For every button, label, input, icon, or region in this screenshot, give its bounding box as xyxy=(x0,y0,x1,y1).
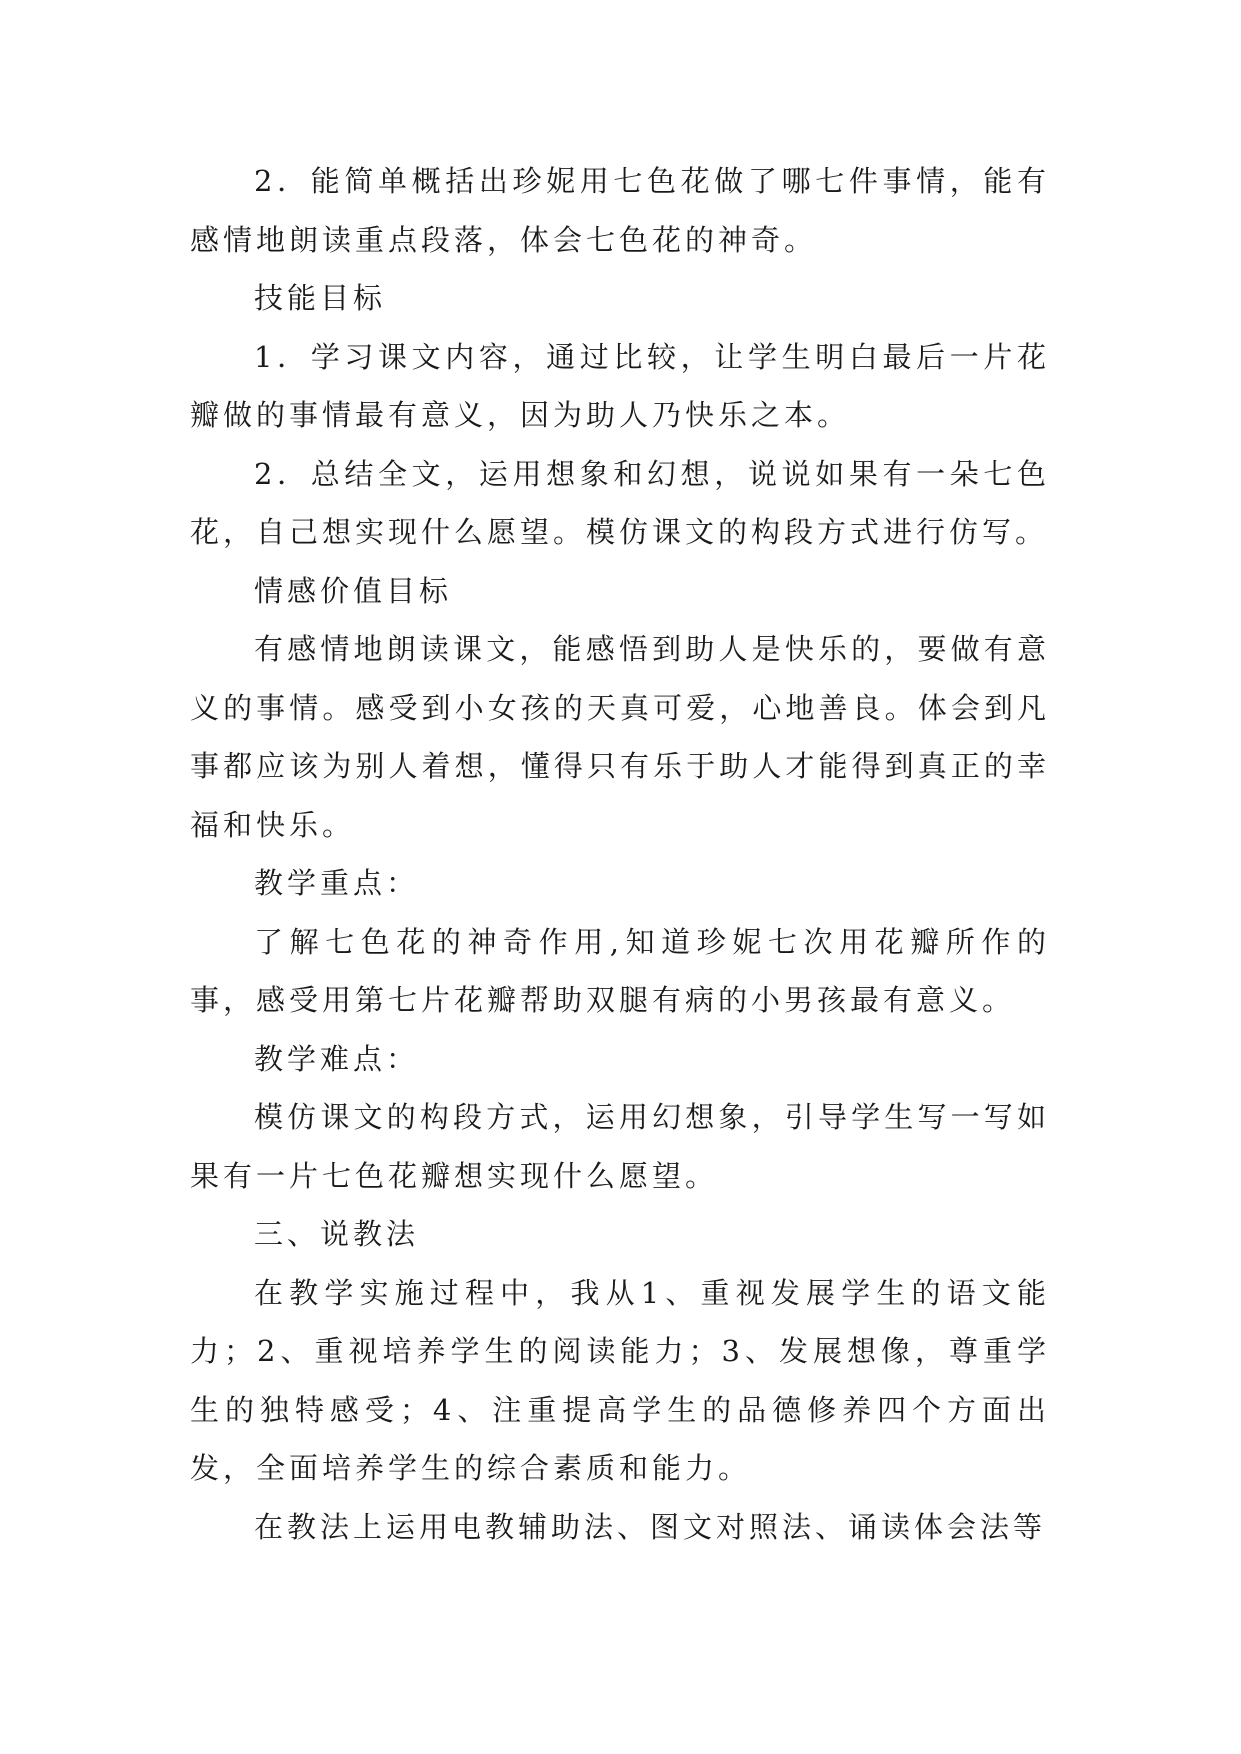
paragraph-skill-2: 2．总结全文，运用想象和幻想，说说如果有一朵七色花，自己想实现什么愿望。模仿课文的构段方式进行仿写。 xyxy=(190,456,1050,549)
paragraph-teaching-difficulty: 模仿课文的构段方式，运用幻想象，引导学生写一写如果有一片七色花瓣想实现什么愿望。 xyxy=(190,1100,1050,1193)
heading-teaching-focus: 教学重点： xyxy=(254,866,420,900)
paragraph-teaching-process: 在教学实施过程中，我从1、重视发展学生的语文能力；2、重视培养学生的阅读能力；3、发展想像，尊重学生的独特感受；4、注重提高学生的品德修养四个方面出发，全面培养学生的综合素质和能力。 xyxy=(190,1275,1050,1485)
paragraph-teaching-focus: 了解七色花的神奇作用,知道珍妮七次用花瓣所作的事，感受用第七片花瓣帮助双腿有病的小男孩最有意义。 xyxy=(190,924,1050,1017)
paragraph-skill-1: 1．学习课文内容，通过比较，让学生明白最后一片花瓣做的事情最有意义，因为助人乃快乐之本。 xyxy=(190,339,1050,432)
heading-teaching-method: 三、说教法 xyxy=(254,1217,420,1251)
document-page xyxy=(190,152,1050,1556)
paragraph-goal-2: 2．能简单概括出珍妮用七色花做了哪七件事情，能有感情地朗读重点段落，体会七色花的神奇。 xyxy=(190,164,1050,257)
paragraph-emotion: 有感情地朗读课文，能感悟到助人是快乐的，要做有意义的事情。感受到小女孩的天真可爱，心地善良。体会到凡事都应该为别人着想，懂得只有乐于助人才能得到真正的幸福和快乐。 xyxy=(190,632,1050,842)
paragraph-teaching-methods: 在教法上运用电教辅助法、图文对照法、诵读体会法等 xyxy=(254,1509,1047,1544)
heading-emotion-goals: 情感价值目标 xyxy=(254,573,453,608)
heading-skill-goals: 技能目标 xyxy=(254,281,387,315)
heading-teaching-difficulty: 教学难点： xyxy=(254,1041,420,1076)
